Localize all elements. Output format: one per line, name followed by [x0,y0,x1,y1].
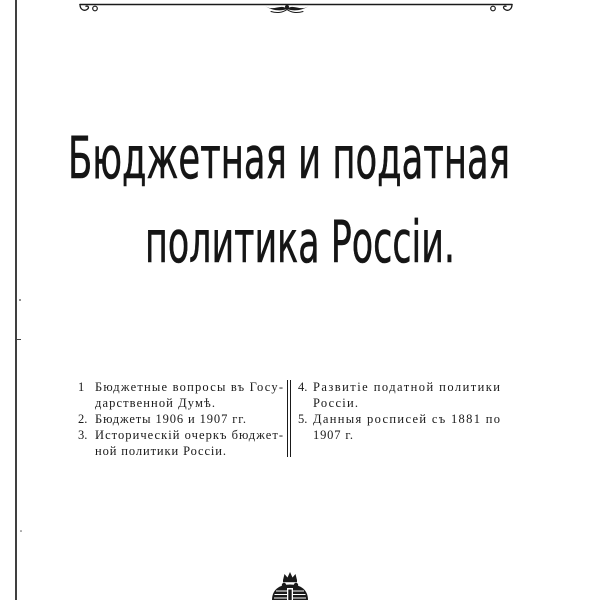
contents-item-line: Россіи. [313,396,358,410]
emblem-crown-band [283,580,297,582]
book-title-line-2: политика Россіи. [145,208,455,276]
scan-speck [19,299,21,301]
ornamental-border-icon [80,5,512,13]
book-title-line-1: Бюджетная и податная [68,124,510,192]
contents-item-line: Развитіе податной политики [313,380,500,394]
scan-speck [17,339,21,340]
right-scroll-dot-icon [491,6,496,11]
contents-item-number: 1 [78,380,85,394]
contents-column-separator [288,380,291,457]
center-leaf-ornament-icon [265,5,309,13]
scan-speck [20,530,22,532]
contents-left-column [78,380,283,458]
contents-item-number: 3. [78,428,88,442]
contents-item-line: Бюджетные вопросы въ Госу- [95,380,283,394]
right-scroll-icon [504,5,512,11]
emblem-crown [283,572,297,580]
contents-item-number: 5. [298,412,308,426]
contents-item-line: 1907 г. [313,428,353,442]
contents-item-line: Бюджеты 1906 и 1907 гг. [95,412,246,426]
left-scroll-icon [80,5,88,11]
left-scroll-dot-icon [93,6,98,11]
contents-item-number: 4. [298,380,308,394]
contents-item-line: ной политики Россіи. [95,444,226,458]
contents-item-line: Историческій очеркъ бюджет- [95,428,283,442]
contents-item-number: 2. [78,412,88,426]
contents-right-column [298,380,500,442]
contents-item-line: дарственной Думѣ. [95,396,215,410]
contents-item-line: Данныя росписей съ 1881 по [313,412,500,426]
double-headed-eagle-emblem-icon [272,572,308,600]
